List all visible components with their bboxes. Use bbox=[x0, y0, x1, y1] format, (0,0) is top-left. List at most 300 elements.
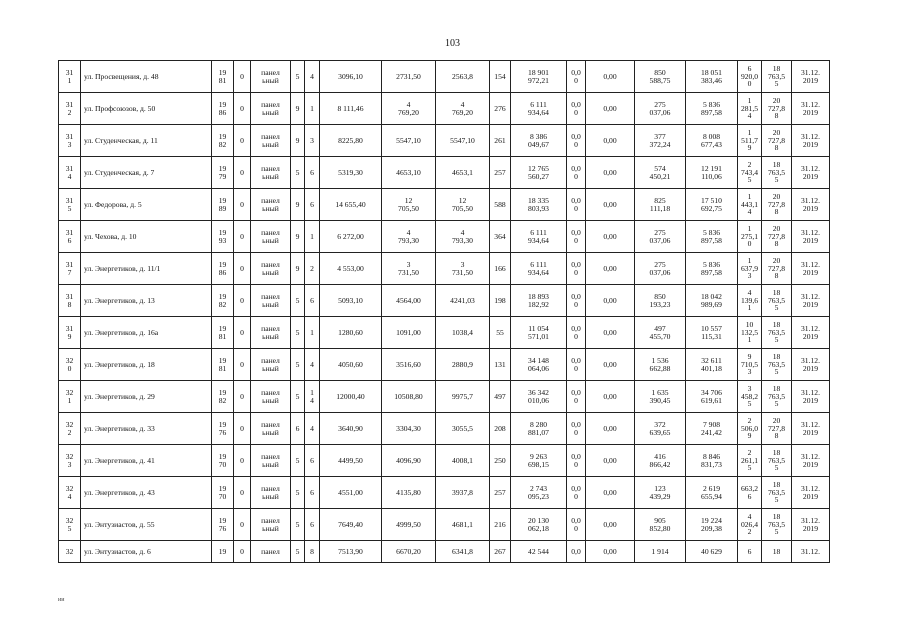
address-cell: ул. Энергетиков, д. 11/1 bbox=[81, 253, 212, 285]
total-cost-cell: 18 335 803,93 bbox=[511, 189, 567, 221]
build-year-cell: 19 89 bbox=[212, 189, 234, 221]
address-cell: ул. Просвещения, д. 48 bbox=[81, 61, 212, 93]
limit-cost-cell: 20 727,8 8 bbox=[762, 221, 792, 253]
living-area-cell: 4135,80 bbox=[382, 477, 436, 509]
address-cell: ул. Профсоюзов, д. 50 bbox=[81, 93, 212, 125]
entrances-cell: 1 bbox=[305, 317, 320, 349]
zero-cell: 0 bbox=[234, 477, 251, 509]
total-cost-cell: 6 111 934,64 bbox=[511, 221, 567, 253]
address-cell: ул. Энергетиков, д. 18 bbox=[81, 349, 212, 381]
owners-share-cell: 416 866,42 bbox=[635, 445, 686, 477]
budget-share-cell: 0,0 0 bbox=[567, 317, 586, 349]
owners-share-cell: 850 193,23 bbox=[635, 285, 686, 317]
residents-cell: 257 bbox=[490, 477, 511, 509]
deadline-cell: 31.12. 2019 bbox=[792, 221, 830, 253]
other-share-cell: 34 706 619,61 bbox=[686, 381, 738, 413]
cost-per-sqm-cell: 1 637,9 3 bbox=[738, 253, 762, 285]
footer-mark: ии bbox=[58, 597, 65, 603]
table-row bbox=[59, 221, 830, 253]
row-number-cell: 32 5 bbox=[59, 509, 81, 541]
wall-type-cell: панел ьный bbox=[251, 381, 291, 413]
build-year-cell: 19 81 bbox=[212, 349, 234, 381]
floors-cell: 9 bbox=[291, 189, 305, 221]
budget-share-cell: 0,0 0 bbox=[567, 189, 586, 221]
entrances-cell: 2 bbox=[305, 253, 320, 285]
cost-per-sqm-cell: 4 139,6 1 bbox=[738, 285, 762, 317]
owners-share-cell: 275 037,06 bbox=[635, 93, 686, 125]
row-number-cell: 32 4 bbox=[59, 477, 81, 509]
residential-area-cell: 4681,1 bbox=[436, 509, 490, 541]
floors-cell: 6 bbox=[291, 413, 305, 445]
build-year-cell: 19 70 bbox=[212, 477, 234, 509]
owners-share-cell: 905 852,80 bbox=[635, 509, 686, 541]
total-cost-cell: 18 901 972,21 bbox=[511, 61, 567, 93]
residents-cell: 250 bbox=[490, 445, 511, 477]
row-number-cell: 31 1 bbox=[59, 61, 81, 93]
entrances-cell: 1 bbox=[305, 221, 320, 253]
floors-cell: 5 bbox=[291, 541, 305, 563]
table-row bbox=[59, 285, 830, 317]
total-cost-cell: 9 263 698,15 bbox=[511, 445, 567, 477]
row-number-cell: 31 8 bbox=[59, 285, 81, 317]
residents-cell: 497 bbox=[490, 381, 511, 413]
fund-share-cell: 0,00 bbox=[586, 445, 635, 477]
floors-cell: 5 bbox=[291, 61, 305, 93]
fund-share-cell: 0,00 bbox=[586, 61, 635, 93]
cost-per-sqm-cell: 3 458,2 5 bbox=[738, 381, 762, 413]
limit-cost-cell: 18 763,5 5 bbox=[762, 381, 792, 413]
residential-area-cell: 2563,8 bbox=[436, 61, 490, 93]
wall-type-cell: панел ьный bbox=[251, 157, 291, 189]
zero-cell: 0 bbox=[234, 189, 251, 221]
cost-per-sqm-cell: 2 506,0 9 bbox=[738, 413, 762, 445]
table-row bbox=[59, 157, 830, 189]
total-area-cell: 14 655,40 bbox=[320, 189, 382, 221]
floors-cell: 9 bbox=[291, 221, 305, 253]
fund-share-cell: 0,00 bbox=[586, 381, 635, 413]
total-cost-cell: 18 893 182,92 bbox=[511, 285, 567, 317]
total-area-cell: 4499,50 bbox=[320, 445, 382, 477]
table-row bbox=[59, 477, 830, 509]
other-share-cell: 12 191 110,06 bbox=[686, 157, 738, 189]
owners-share-cell: 497 455,70 bbox=[635, 317, 686, 349]
floors-cell: 5 bbox=[291, 445, 305, 477]
living-area-cell: 4 793,30 bbox=[382, 221, 436, 253]
deadline-cell: 31.12. 2019 bbox=[792, 125, 830, 157]
row-number-cell: 31 3 bbox=[59, 125, 81, 157]
table-row bbox=[59, 61, 830, 93]
cost-per-sqm-cell: 2 261,1 5 bbox=[738, 445, 762, 477]
zero-cell: 0 bbox=[234, 125, 251, 157]
entrances-cell: 3 bbox=[305, 125, 320, 157]
deadline-cell: 31.12. 2019 bbox=[792, 93, 830, 125]
residential-area-cell: 3055,5 bbox=[436, 413, 490, 445]
other-share-cell: 5 836 897,58 bbox=[686, 253, 738, 285]
address-cell: ул. Энергетиков, д. 41 bbox=[81, 445, 212, 477]
page-number: 103 bbox=[445, 38, 460, 49]
owners-share-cell: 275 037,06 bbox=[635, 221, 686, 253]
row-number-cell: 31 7 bbox=[59, 253, 81, 285]
budget-share-cell: 0,0 0 bbox=[567, 125, 586, 157]
limit-cost-cell: 18 763,5 5 bbox=[762, 349, 792, 381]
row-number-cell: 32 3 bbox=[59, 445, 81, 477]
owners-share-cell: 123 439,29 bbox=[635, 477, 686, 509]
cost-per-sqm-cell: 1 443,1 4 bbox=[738, 189, 762, 221]
living-area-cell: 1091,00 bbox=[382, 317, 436, 349]
row-number-cell: 31 6 bbox=[59, 221, 81, 253]
build-year-cell: 19 81 bbox=[212, 61, 234, 93]
total-area-cell: 7649,40 bbox=[320, 509, 382, 541]
build-year-cell: 19 82 bbox=[212, 285, 234, 317]
row-number-cell: 31 4 bbox=[59, 157, 81, 189]
table-row bbox=[59, 413, 830, 445]
total-area-cell: 4551,00 bbox=[320, 477, 382, 509]
total-cost-cell: 11 054 571,01 bbox=[511, 317, 567, 349]
zero-cell: 0 bbox=[234, 221, 251, 253]
owners-share-cell: 1 914 bbox=[635, 541, 686, 563]
living-area-cell: 3304,30 bbox=[382, 413, 436, 445]
other-share-cell: 32 611 401,18 bbox=[686, 349, 738, 381]
total-area-cell: 6 272,00 bbox=[320, 221, 382, 253]
cost-per-sqm-cell: 4 026,4 2 bbox=[738, 509, 762, 541]
fund-share-cell: 0,00 bbox=[586, 285, 635, 317]
cost-per-sqm-cell: 1 281,5 4 bbox=[738, 93, 762, 125]
owners-share-cell: 825 111,18 bbox=[635, 189, 686, 221]
table-row bbox=[59, 253, 830, 285]
housing-registry-table bbox=[58, 60, 830, 563]
residents-cell: 166 bbox=[490, 253, 511, 285]
table-row bbox=[59, 509, 830, 541]
wall-type-cell: панел ьный bbox=[251, 445, 291, 477]
wall-type-cell: панел ьный bbox=[251, 509, 291, 541]
other-share-cell: 8 846 831,73 bbox=[686, 445, 738, 477]
address-cell: ул. Энергетиков, д. 16а bbox=[81, 317, 212, 349]
other-share-cell: 19 224 209,38 bbox=[686, 509, 738, 541]
living-area-cell: 2731,50 bbox=[382, 61, 436, 93]
living-area-cell: 4 769,20 bbox=[382, 93, 436, 125]
deadline-cell: 31.12. 2019 bbox=[792, 285, 830, 317]
fund-share-cell: 0,00 bbox=[586, 221, 635, 253]
entrances-cell: 6 bbox=[305, 189, 320, 221]
total-area-cell: 8225,80 bbox=[320, 125, 382, 157]
address-cell: ул. Энергетиков, д. 13 bbox=[81, 285, 212, 317]
build-year-cell: 19 93 bbox=[212, 221, 234, 253]
table-row bbox=[59, 541, 830, 563]
wall-type-cell: панел ьный bbox=[251, 189, 291, 221]
floors-cell: 5 bbox=[291, 477, 305, 509]
entrances-cell: 8 bbox=[305, 541, 320, 563]
table-row bbox=[59, 189, 830, 221]
deadline-cell: 31.12. 2019 bbox=[792, 253, 830, 285]
other-share-cell: 7 908 241,42 bbox=[686, 413, 738, 445]
deadline-cell: 31.12. 2019 bbox=[792, 189, 830, 221]
cost-per-sqm-cell: 9 710,5 3 bbox=[738, 349, 762, 381]
wall-type-cell: панел ьный bbox=[251, 61, 291, 93]
fund-share-cell: 0,00 bbox=[586, 349, 635, 381]
address-cell: ул. Студенческая, д. 11 bbox=[81, 125, 212, 157]
budget-share-cell: 0,0 0 bbox=[567, 61, 586, 93]
other-share-cell: 17 510 692,75 bbox=[686, 189, 738, 221]
budget-share-cell: 0,0 0 bbox=[567, 445, 586, 477]
wall-type-cell: панел ьный bbox=[251, 221, 291, 253]
total-area-cell: 1280,60 bbox=[320, 317, 382, 349]
living-area-cell: 12 705,50 bbox=[382, 189, 436, 221]
deadline-cell: 31.12. 2019 bbox=[792, 61, 830, 93]
living-area-cell: 3 731,50 bbox=[382, 253, 436, 285]
table-row bbox=[59, 349, 830, 381]
fund-share-cell: 0,00 bbox=[586, 413, 635, 445]
deadline-cell: 31.12. bbox=[792, 541, 830, 563]
other-share-cell: 8 008 677,43 bbox=[686, 125, 738, 157]
zero-cell: 0 bbox=[234, 509, 251, 541]
budget-share-cell: 0,0 0 bbox=[567, 221, 586, 253]
residential-area-cell: 4241,03 bbox=[436, 285, 490, 317]
address-cell: ул. Федорова, д. 5 bbox=[81, 189, 212, 221]
deadline-cell: 31.12. 2019 bbox=[792, 445, 830, 477]
budget-share-cell: 0,0 0 bbox=[567, 349, 586, 381]
living-area-cell: 4096,90 bbox=[382, 445, 436, 477]
entrances-cell: 4 bbox=[305, 61, 320, 93]
limit-cost-cell: 18 763,5 5 bbox=[762, 509, 792, 541]
wall-type-cell: панел ьный bbox=[251, 125, 291, 157]
floors-cell: 5 bbox=[291, 157, 305, 189]
build-year-cell: 19 79 bbox=[212, 157, 234, 189]
residents-cell: 55 bbox=[490, 317, 511, 349]
build-year-cell: 19 86 bbox=[212, 93, 234, 125]
total-cost-cell: 42 544 bbox=[511, 541, 567, 563]
residential-area-cell: 5547,10 bbox=[436, 125, 490, 157]
zero-cell: 0 bbox=[234, 317, 251, 349]
deadline-cell: 31.12. 2019 bbox=[792, 349, 830, 381]
limit-cost-cell: 20 727,8 8 bbox=[762, 125, 792, 157]
row-number-cell: 31 5 bbox=[59, 189, 81, 221]
zero-cell: 0 bbox=[234, 349, 251, 381]
fund-share-cell: 0,00 bbox=[586, 253, 635, 285]
residential-area-cell: 3 731,50 bbox=[436, 253, 490, 285]
other-share-cell: 5 836 897,58 bbox=[686, 221, 738, 253]
wall-type-cell: панел ьный bbox=[251, 253, 291, 285]
entrances-cell: 6 bbox=[305, 477, 320, 509]
limit-cost-cell: 18 763,5 5 bbox=[762, 61, 792, 93]
other-share-cell: 5 836 897,58 bbox=[686, 93, 738, 125]
limit-cost-cell: 20 727,8 8 bbox=[762, 189, 792, 221]
budget-share-cell: 0,0 0 bbox=[567, 509, 586, 541]
cost-per-sqm-cell: 663,2 6 bbox=[738, 477, 762, 509]
address-cell: ул. Энергетиков, д. 43 bbox=[81, 477, 212, 509]
row-number-cell: 31 2 bbox=[59, 93, 81, 125]
total-area-cell: 8 111,46 bbox=[320, 93, 382, 125]
total-area-cell: 5319,30 bbox=[320, 157, 382, 189]
budget-share-cell: 0,0 0 bbox=[567, 253, 586, 285]
limit-cost-cell: 20 727,8 8 bbox=[762, 93, 792, 125]
other-share-cell: 2 619 655,94 bbox=[686, 477, 738, 509]
zero-cell: 0 bbox=[234, 413, 251, 445]
residents-cell: 131 bbox=[490, 349, 511, 381]
total-cost-cell: 2 743 095,23 bbox=[511, 477, 567, 509]
living-area-cell: 4653,10 bbox=[382, 157, 436, 189]
zero-cell: 0 bbox=[234, 285, 251, 317]
limit-cost-cell: 20 727,8 8 bbox=[762, 413, 792, 445]
cost-per-sqm-cell: 10 132,5 1 bbox=[738, 317, 762, 349]
cost-per-sqm-cell: 1 275,1 0 bbox=[738, 221, 762, 253]
total-area-cell: 4050,60 bbox=[320, 349, 382, 381]
wall-type-cell: панел bbox=[251, 541, 291, 563]
owners-share-cell: 372 639,65 bbox=[635, 413, 686, 445]
wall-type-cell: панел ьный bbox=[251, 317, 291, 349]
total-area-cell: 3640,90 bbox=[320, 413, 382, 445]
row-number-cell: 32 1 bbox=[59, 381, 81, 413]
limit-cost-cell: 18 763,5 5 bbox=[762, 317, 792, 349]
total-cost-cell: 6 111 934,64 bbox=[511, 93, 567, 125]
total-cost-cell: 8 280 881,07 bbox=[511, 413, 567, 445]
address-cell: ул. Чехова, д. 10 bbox=[81, 221, 212, 253]
entrances-cell: 4 bbox=[305, 349, 320, 381]
zero-cell: 0 bbox=[234, 93, 251, 125]
floors-cell: 9 bbox=[291, 125, 305, 157]
residents-cell: 154 bbox=[490, 61, 511, 93]
residents-cell: 261 bbox=[490, 125, 511, 157]
limit-cost-cell: 18 bbox=[762, 541, 792, 563]
limit-cost-cell: 18 763,5 5 bbox=[762, 157, 792, 189]
other-share-cell: 18 051 383,46 bbox=[686, 61, 738, 93]
floors-cell: 9 bbox=[291, 93, 305, 125]
address-cell: ул. Студенческая, д. 7 bbox=[81, 157, 212, 189]
residents-cell: 216 bbox=[490, 509, 511, 541]
zero-cell: 0 bbox=[234, 157, 251, 189]
owners-share-cell: 377 372,24 bbox=[635, 125, 686, 157]
total-cost-cell: 20 130 062,18 bbox=[511, 509, 567, 541]
wall-type-cell: панел ьный bbox=[251, 93, 291, 125]
other-share-cell: 18 042 989,69 bbox=[686, 285, 738, 317]
entrances-cell: 1 4 bbox=[305, 381, 320, 413]
budget-share-cell: 0,0 0 bbox=[567, 477, 586, 509]
wall-type-cell: панел ьный bbox=[251, 477, 291, 509]
deadline-cell: 31.12. 2019 bbox=[792, 509, 830, 541]
deadline-cell: 31.12. 2019 bbox=[792, 157, 830, 189]
owners-share-cell: 850 588,75 bbox=[635, 61, 686, 93]
fund-share-cell: 0,00 bbox=[586, 157, 635, 189]
residential-area-cell: 9975,7 bbox=[436, 381, 490, 413]
floors-cell: 5 bbox=[291, 509, 305, 541]
floors-cell: 5 bbox=[291, 381, 305, 413]
limit-cost-cell: 18 763,5 5 bbox=[762, 285, 792, 317]
zero-cell: 0 bbox=[234, 61, 251, 93]
total-cost-cell: 12 765 560,27 bbox=[511, 157, 567, 189]
entrances-cell: 6 bbox=[305, 509, 320, 541]
residents-cell: 257 bbox=[490, 157, 511, 189]
residents-cell: 267 bbox=[490, 541, 511, 563]
zero-cell: 0 bbox=[234, 381, 251, 413]
other-share-cell: 10 557 115,31 bbox=[686, 317, 738, 349]
fund-share-cell: 0,00 bbox=[586, 477, 635, 509]
table-row bbox=[59, 381, 830, 413]
cost-per-sqm-cell: 6 920,0 0 bbox=[738, 61, 762, 93]
budget-share-cell: 0,0 0 bbox=[567, 93, 586, 125]
living-area-cell: 3516,60 bbox=[382, 349, 436, 381]
total-cost-cell: 36 342 010,06 bbox=[511, 381, 567, 413]
table-row bbox=[59, 317, 830, 349]
total-area-cell: 3096,10 bbox=[320, 61, 382, 93]
residents-cell: 588 bbox=[490, 189, 511, 221]
total-area-cell: 5093,10 bbox=[320, 285, 382, 317]
residential-area-cell: 4008,1 bbox=[436, 445, 490, 477]
residents-cell: 364 bbox=[490, 221, 511, 253]
total-area-cell: 7513,90 bbox=[320, 541, 382, 563]
floors-cell: 9 bbox=[291, 253, 305, 285]
floors-cell: 5 bbox=[291, 285, 305, 317]
entrances-cell: 6 bbox=[305, 445, 320, 477]
limit-cost-cell: 18 763,5 5 bbox=[762, 477, 792, 509]
limit-cost-cell: 18 763,5 5 bbox=[762, 445, 792, 477]
other-share-cell: 40 629 bbox=[686, 541, 738, 563]
total-area-cell: 12000,40 bbox=[320, 381, 382, 413]
residential-area-cell: 1038,4 bbox=[436, 317, 490, 349]
zero-cell: 0 bbox=[234, 253, 251, 285]
owners-share-cell: 574 450,21 bbox=[635, 157, 686, 189]
deadline-cell: 31.12. 2019 bbox=[792, 381, 830, 413]
build-year-cell: 19 86 bbox=[212, 253, 234, 285]
build-year-cell: 19 76 bbox=[212, 413, 234, 445]
row-number-cell: 32 2 bbox=[59, 413, 81, 445]
budget-share-cell: 0,0 0 bbox=[567, 381, 586, 413]
build-year-cell: 19 82 bbox=[212, 381, 234, 413]
build-year-cell: 19 70 bbox=[212, 445, 234, 477]
limit-cost-cell: 20 727,8 8 bbox=[762, 253, 792, 285]
total-area-cell: 4 553,00 bbox=[320, 253, 382, 285]
wall-type-cell: панел ьный bbox=[251, 349, 291, 381]
fund-share-cell: 0,00 bbox=[586, 93, 635, 125]
residents-cell: 198 bbox=[490, 285, 511, 317]
cost-per-sqm-cell: 2 743,4 5 bbox=[738, 157, 762, 189]
total-cost-cell: 6 111 934,64 bbox=[511, 253, 567, 285]
residential-area-cell: 3937,8 bbox=[436, 477, 490, 509]
table-row bbox=[59, 93, 830, 125]
address-cell: ул. Энтузиастов, д. 55 bbox=[81, 509, 212, 541]
entrances-cell: 4 bbox=[305, 413, 320, 445]
build-year-cell: 19 bbox=[212, 541, 234, 563]
row-number-cell: 32 bbox=[59, 541, 81, 563]
owners-share-cell: 1 536 662,88 bbox=[635, 349, 686, 381]
owners-share-cell: 1 635 390,45 bbox=[635, 381, 686, 413]
deadline-cell: 31.12. 2019 bbox=[792, 317, 830, 349]
budget-share-cell: 0,0 0 bbox=[567, 285, 586, 317]
entrances-cell: 6 bbox=[305, 157, 320, 189]
deadline-cell: 31.12. 2019 bbox=[792, 477, 830, 509]
cost-per-sqm-cell: 6 bbox=[738, 541, 762, 563]
residents-cell: 276 bbox=[490, 93, 511, 125]
entrances-cell: 6 bbox=[305, 285, 320, 317]
living-area-cell: 10508,80 bbox=[382, 381, 436, 413]
owners-share-cell: 275 037,06 bbox=[635, 253, 686, 285]
budget-share-cell: 0,0 0 bbox=[567, 157, 586, 189]
living-area-cell: 4999,50 bbox=[382, 509, 436, 541]
zero-cell: 0 bbox=[234, 541, 251, 563]
living-area-cell: 6670,20 bbox=[382, 541, 436, 563]
address-cell: ул. Энергетиков, д. 33 bbox=[81, 413, 212, 445]
fund-share-cell: 0,00 bbox=[586, 317, 635, 349]
floors-cell: 5 bbox=[291, 317, 305, 349]
fund-share-cell: 0,00 bbox=[586, 509, 635, 541]
budget-share-cell: 0,0 bbox=[567, 541, 586, 563]
residential-area-cell: 6341,8 bbox=[436, 541, 490, 563]
wall-type-cell: панел ьный bbox=[251, 413, 291, 445]
deadline-cell: 31.12. 2019 bbox=[792, 413, 830, 445]
residential-area-cell: 12 705,50 bbox=[436, 189, 490, 221]
wall-type-cell: панел ьный bbox=[251, 285, 291, 317]
build-year-cell: 19 81 bbox=[212, 317, 234, 349]
build-year-cell: 19 76 bbox=[212, 509, 234, 541]
budget-share-cell: 0,0 0 bbox=[567, 413, 586, 445]
